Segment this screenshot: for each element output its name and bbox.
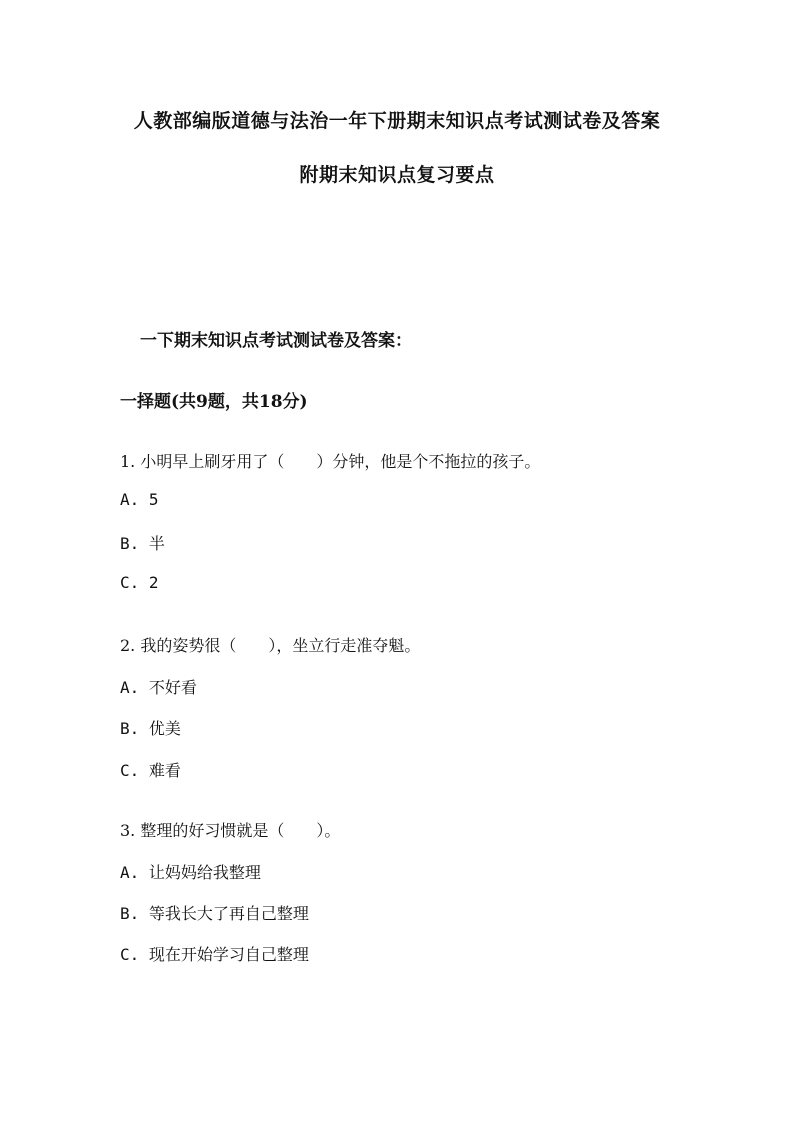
question-1: 1. 小明早上刷牙用了（ ）分钟，他是个不拖拉的孩子。 bbox=[120, 452, 541, 471]
question-3-option-c: C. 现在开始学习自己整理 bbox=[120, 945, 309, 964]
question-3: 3. 整理的好习惯就是（ ）。 bbox=[120, 821, 341, 840]
question-3-option-a: A. 让妈妈给我整理 bbox=[120, 863, 261, 882]
question-1-option-b: B. 半 bbox=[120, 534, 165, 553]
question-3-option-b: B. 等我长大了再自己整理 bbox=[120, 904, 309, 923]
document-subtitle: 附期末知识点复习要点 bbox=[299, 164, 495, 186]
section-heading: 一下期末知识点考试测试卷及答案： bbox=[140, 331, 412, 351]
part-heading: 一择题(共9题，共18分) bbox=[120, 392, 308, 412]
question-2: 2. 我的姿势很（ ），坐立行走准夺魁。 bbox=[120, 636, 421, 655]
document-title: 人教部编版道德与法治一年下册期末知识点考试测试卷及答案 bbox=[133, 110, 661, 132]
question-2-option-a: A. 不好看 bbox=[120, 678, 197, 697]
question-1-option-a: A. 5 bbox=[120, 490, 159, 509]
question-1-option-c: C. 2 bbox=[120, 573, 159, 592]
question-2-option-b: B. 优美 bbox=[120, 719, 181, 738]
question-2-option-c: C. 难看 bbox=[120, 761, 181, 780]
